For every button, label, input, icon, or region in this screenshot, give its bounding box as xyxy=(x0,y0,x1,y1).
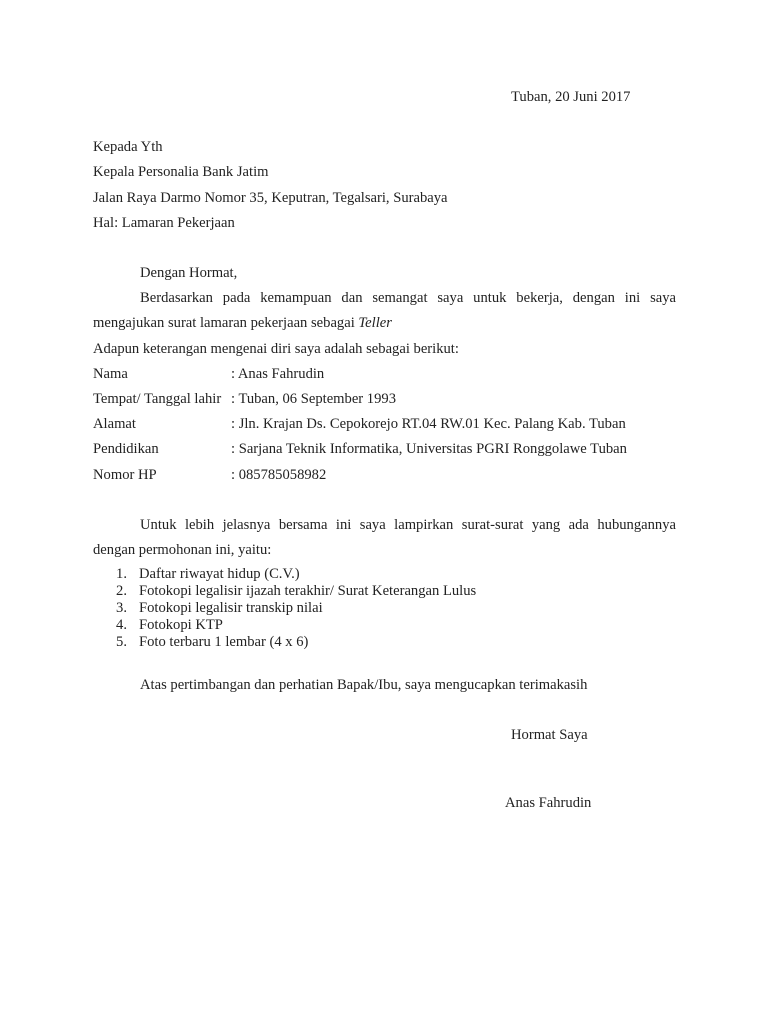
position-title: Teller xyxy=(358,315,392,331)
attachments-intro-line-1: Untuk lebih jelasnya bersama ini saya lampirkan surat-surat yang ada hubungannya xyxy=(140,517,676,533)
recipient-line-1: Kepada Yth xyxy=(93,139,163,155)
signature-salutation: Hormat Saya xyxy=(511,727,588,743)
intro-line-1: Berdasarkan pada kemampuan dan semangat saya untuk bekerja, dengan ini saya xyxy=(140,290,676,306)
detail-label: Tempat/ Tanggal lahir xyxy=(93,391,222,407)
detail-label: Alamat xyxy=(93,416,136,432)
detail-value: : Sarjana Teknik Informatika, Universitas PGRI Ronggolawe Tuban xyxy=(231,441,627,457)
detail-label: Nomor HP xyxy=(93,467,157,483)
subject-line: Hal: Lamaran Pekerjaan xyxy=(93,215,235,231)
detail-label: Nama xyxy=(93,366,128,382)
detail-value: : 085785058982 xyxy=(231,467,327,483)
list-item: Fotokopi legalisir transkip nilai xyxy=(139,600,323,616)
detail-value: : Anas Fahrudin xyxy=(231,366,325,382)
details-intro: Adapun keterangan mengenai diri saya adalah sebagai berikut: xyxy=(93,341,459,357)
list-item-number: 3. xyxy=(116,600,127,616)
list-item-number: 2. xyxy=(116,583,127,599)
detail-label: Pendidikan xyxy=(93,441,159,457)
list-item-number: 1. xyxy=(116,566,127,582)
signature-name: Anas Fahrudin xyxy=(505,795,592,811)
list-item: Fotokopi legalisir ijazah terakhir/ Surat Keterangan Lulus xyxy=(139,583,477,599)
list-item-number: 4. xyxy=(116,617,127,633)
intro-line-2-text: mengajukan surat lamaran pekerjaan sebagai xyxy=(93,315,359,331)
letter-date: Tuban, 20 Juni 2017 xyxy=(511,89,631,105)
attachments-intro-line-2: dengan permohonan ini, yaitu: xyxy=(93,542,272,558)
intro-line-2 xyxy=(93,314,392,332)
closing-sentence: Atas pertimbangan dan perhatian Bapak/Ibu, saya mengucapkan terimakasih xyxy=(140,677,588,693)
recipient-line-3: Jalan Raya Darmo Nomor 35, Keputran, Tegalsari, Surabaya xyxy=(93,190,448,206)
list-item-number: 5. xyxy=(116,634,127,650)
list-item: Daftar riwayat hidup (C.V.) xyxy=(139,566,300,582)
list-item: Fotokopi KTP xyxy=(139,617,223,633)
greeting: Dengan Hormat, xyxy=(140,265,238,281)
detail-value: : Jln. Krajan Ds. Cepokorejo RT.04 RW.01 Kec. Palang Kab. Tuban xyxy=(231,416,626,432)
detail-value: : Tuban, 06 September 1993 xyxy=(231,391,396,407)
list-item: Foto terbaru 1 lembar (4 x 6) xyxy=(139,634,309,650)
recipient-line-2: Kepala Personalia Bank Jatim xyxy=(93,164,269,180)
